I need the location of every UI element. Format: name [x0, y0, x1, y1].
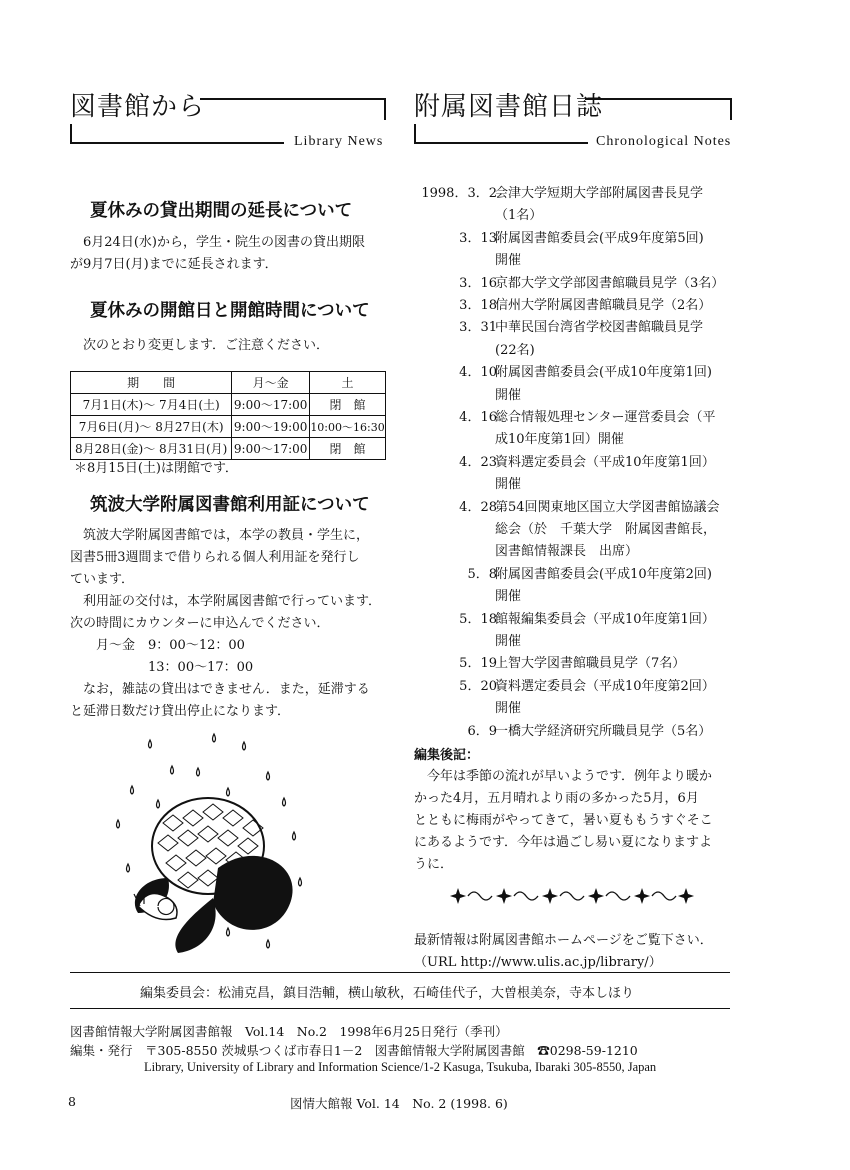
- table-header-row: [71, 372, 386, 394]
- chronology-event: 中華民国台湾省学校図書館職員見学: [495, 320, 704, 336]
- body-line: が9月7日(月)までに延長されます．: [70, 257, 278, 272]
- chronology-date: 4．28: [459, 499, 497, 515]
- chronology-row: [412, 698, 732, 720]
- postscript-line: にあるようです．今年は過ごし易い夏になりますよ: [414, 835, 712, 850]
- chronology-event: 資料選定委員会（平成10年度第1回）: [495, 454, 715, 470]
- section-heading: 夏休みの貸出期間の延長について: [90, 201, 353, 221]
- divider: [70, 972, 730, 973]
- chronology-event: 附属図書館委員会(平成9年度第5回): [495, 230, 704, 246]
- chronology-row: [412, 273, 732, 295]
- table-cell: 7月1日(木)～ 7月4日(土): [71, 394, 232, 416]
- chronology-event: 開催: [495, 634, 522, 649]
- table-cell: 10:00～16:30: [310, 416, 386, 438]
- chronology-event: 開催: [495, 589, 522, 605]
- hours-table: [70, 371, 386, 460]
- chronology-row: [412, 228, 732, 250]
- section-body: [70, 232, 365, 276]
- section-body: [70, 525, 381, 723]
- chronology-event: 開催: [495, 477, 522, 493]
- chronology-row: [412, 564, 732, 586]
- colophon-line: Library, University of Library and Information Science/1-2 Kasuga, Tsukuba, Ibaraki 305-8550, Japan: [144, 1060, 657, 1074]
- chronology-row: [412, 541, 732, 563]
- chronology-event: 成10年度第1回）開催: [495, 432, 624, 448]
- postscript-line: うに．: [414, 857, 454, 872]
- chronology-date: 4．23: [459, 454, 497, 470]
- chronology-row: [412, 474, 732, 496]
- body-line: と延滞日数だけ貸出停止になります．: [70, 704, 290, 719]
- table-row: [71, 394, 386, 416]
- library-news-subtitle: Library News: [294, 134, 384, 149]
- leaf-right: [213, 856, 293, 930]
- chronology-row: [412, 362, 732, 384]
- section-heading: 筑波大学附属図書館利用証について: [90, 495, 370, 515]
- chronology-event: （1名）: [495, 208, 543, 224]
- body-line: 次のとおり変更します．ご注意ください．: [70, 338, 329, 353]
- chronology-date: 3．18: [459, 298, 497, 313]
- body-line: なお，雑誌の貸出はできません．また，延滞する: [70, 682, 370, 697]
- postscript-line: 今年は季節の流れが早いようです．例年より暖か: [414, 769, 712, 784]
- chronology-row: [412, 385, 732, 407]
- info-line: 最新情報は附属図書館ホームページをご覧下さい．: [414, 933, 713, 948]
- table-cell: 閉 館: [310, 438, 386, 460]
- chronology-row: [412, 340, 732, 362]
- body-line: 6月24日(水)から，学生・院生の図書の貸出期限: [70, 235, 365, 250]
- table-cell: 9:00～17:00: [232, 438, 310, 460]
- editorial-committee: 編集委員会：松浦克昌，鎮目浩輔，横山敏秋，石崎佳代子，大曽根美奈，寺本しほり: [140, 986, 635, 1001]
- chronology-event: 総会（於 千葉大学 附属図書館長，: [495, 522, 717, 537]
- chronology-date: 1998．3．2: [421, 186, 497, 201]
- chronology-event: (22名): [495, 342, 535, 358]
- header-frame-top: [585, 98, 732, 120]
- chronology-row: [412, 183, 732, 205]
- chronology-row: [412, 653, 732, 675]
- info-line: （URL http://www.ulis.ac.jp/library/）: [414, 955, 662, 970]
- body-line: 次の時間にカウンターに申込んでください．: [70, 616, 330, 631]
- postscript-line: かった4月，五月晴れより雨の多かった5月，6月: [414, 791, 699, 806]
- chronology-row: [412, 317, 732, 339]
- chronology-row: [412, 295, 732, 317]
- table-cell: 7月6日(月)～ 8月27日(木): [71, 416, 232, 438]
- chronology-date: 5．8: [467, 566, 497, 582]
- header-frame-bottom: [414, 124, 588, 144]
- colophon-line: 編集・発行 〒305-8550 茨城県つくば市春日1－2 図書館情報大学附属図書館 ☎0298-59-1210: [70, 1043, 638, 1058]
- body-line: 筑波大学附属図書館では，本学の教員・学生に，: [70, 528, 370, 543]
- chronology-event: 図書館情報課長 出席）: [495, 544, 639, 560]
- chronology-subtitle: Chronological Notes: [596, 134, 732, 149]
- hydrangea-snail-illustration: [108, 728, 313, 958]
- chronology-date: 5．19: [459, 656, 497, 672]
- chronology-event: 開催: [495, 701, 522, 717]
- table-note: ＊8月15日(土)は閉館です．: [74, 461, 238, 476]
- postscript-line: とともに梅雨がやってきて，暑い夏ももうすぐそこ: [414, 813, 713, 828]
- body-line: 月～金 9：00～12：00: [70, 638, 245, 653]
- chronology-date: 6．9: [467, 723, 497, 739]
- colophon-line: 図書館情報大学附属図書館報 Vol.14 No.2 1998年6月25日発行（季刊）: [70, 1024, 508, 1039]
- chronology-row: [412, 452, 732, 474]
- table-header: 期 間: [71, 372, 232, 394]
- section-heading: 夏休みの開館日と開館時間について: [90, 301, 370, 321]
- chronology-row: [412, 631, 732, 653]
- chronology-event: 附属図書館委員会(平成10年度第2回): [495, 566, 712, 582]
- body-line: 図書5冊3週間まで借りられる個人利用証を発行し: [70, 550, 360, 565]
- postscript-body: [414, 766, 713, 876]
- header-frame-top: [200, 98, 386, 120]
- chronology-row: [412, 609, 732, 631]
- chronology-event: 上智大学図書館職員見学（7名）: [495, 656, 686, 672]
- chronology-row: [412, 205, 732, 227]
- chronology-date: 5．20: [459, 678, 497, 694]
- table-row: [71, 416, 386, 438]
- chronology-row: [412, 250, 732, 272]
- chronology-event: 会津大学短期大学部附属図書長見学: [495, 186, 704, 201]
- chronology-event: 館報編集委員会（平成10年度第1回）: [495, 611, 715, 627]
- body-line: 利用証の交付は，本学附属図書館で行っています．: [70, 594, 381, 609]
- chronology-row: [412, 519, 732, 541]
- table-header: 月～金: [232, 372, 310, 394]
- divider: [70, 1008, 730, 1009]
- chronology-list: [412, 183, 732, 743]
- chronology-title: 附属図書館日誌: [414, 92, 604, 122]
- chronology-row: [412, 497, 732, 519]
- table-cell: 8月28日(金)～ 8月31日(月): [71, 438, 232, 460]
- chronology-date: 4．16: [459, 410, 497, 425]
- chronology-date: 5．18: [459, 611, 497, 627]
- flower-divider-decoration: [448, 884, 698, 908]
- postscript-title: 編集後記：: [414, 748, 480, 763]
- homepage-info: [414, 930, 713, 974]
- chronology-date: 4．10: [459, 365, 497, 381]
- chronology-event: 第54回関東地区国立大学図書館協議会: [495, 499, 720, 515]
- leaf-bottom: [175, 898, 215, 953]
- table-row: [71, 438, 386, 460]
- chronology-event: 開催: [495, 253, 522, 269]
- chronology-date: 3．13: [459, 230, 497, 246]
- chronology-row: [412, 586, 732, 608]
- chronology-event: 京都大学文学部図書館職員見学（3名）: [495, 275, 725, 291]
- chronology-row: [412, 676, 732, 698]
- chronology-date: 3．16: [459, 275, 497, 291]
- table-cell: 9:00～17:00: [232, 394, 310, 416]
- body-line: ています．: [70, 572, 134, 587]
- header-frame-bottom: [70, 124, 284, 144]
- table-cell: 閉 館: [310, 394, 386, 416]
- chronology-row: [412, 429, 732, 451]
- running-title: 図情大館報 Vol. 14 No. 2 (1998. 6): [290, 1096, 508, 1111]
- library-news-title: 図書館から: [70, 92, 206, 122]
- chronology-event: 開催: [495, 387, 522, 403]
- chronology-event: 附属図書館委員会(平成10年度第1回): [495, 365, 712, 381]
- page-number: 8: [68, 1094, 76, 1109]
- chronology-date: 3．31: [459, 320, 497, 336]
- chronology-row: [412, 407, 732, 429]
- chronology-event: 資料選定委員会（平成10年度第2回）: [495, 678, 715, 694]
- body-line: 13：00～17：00: [70, 660, 254, 675]
- chronology-event: 総合情報処理センター運営委員会（平: [495, 410, 716, 425]
- chronology-row: [412, 721, 732, 743]
- table-header: 土: [310, 372, 386, 394]
- chronology-event: 信州大学附属図書館職員見学（2名）: [495, 298, 712, 313]
- table-cell: 9:00～19:00: [232, 416, 310, 438]
- chronology-event: 一橋大学経済研究所職員見学（5名）: [495, 723, 712, 739]
